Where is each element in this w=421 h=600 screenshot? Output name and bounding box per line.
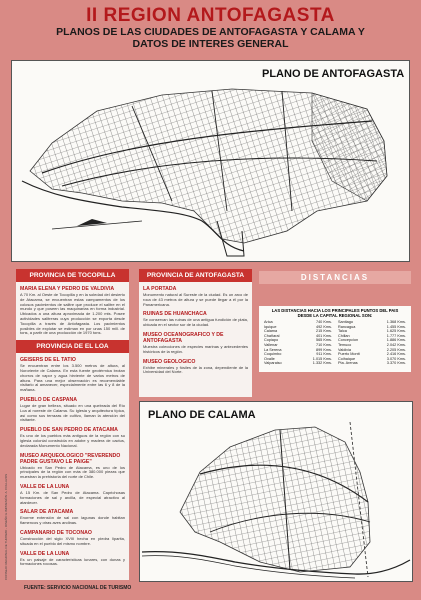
distance-row: Valdivia 2.205 Kms. xyxy=(338,347,406,352)
antofagasta-map-panel[interactable] xyxy=(11,60,410,262)
distance-row: Arica 740 Kms. xyxy=(264,320,332,324)
loa-item-title: PUEBLO DE SAN PEDRO DE ATACAMA xyxy=(20,427,118,434)
distancias-table-title: LAS DISTANCIAS HACIA LOS PRINCIPALES PUNTOS DEL PAIS DESDE LA CAPITAL REGIONAL SON: xyxy=(271,308,399,318)
distance-row: Ovalle 1.015 Kms. xyxy=(264,356,332,361)
calama-map-panel[interactable] xyxy=(139,401,413,582)
tocopilla-heading: PROVINCIA DE TOCOPILLA xyxy=(16,269,129,282)
loa-item-title: VALLE DE LA LUNA xyxy=(20,483,70,490)
loa-item-text: Enorme extensión de sal con lagunas donde habitan flamencos y otras aves andinas. xyxy=(20,515,125,526)
loa-item-text: Ubicado en San Pedro de Atacama, es uno de los principales de la región con más de 380.000 piezas que muestran la prehistoria del norte de Chile. xyxy=(20,464,125,480)
distance-row: Chillan 1.777 Kms. xyxy=(338,333,406,338)
antofagasta-map xyxy=(12,61,409,261)
distance-row: Pta. Arenas 3.370 Kms. xyxy=(338,361,406,366)
loa-item-title: PUEBLO DE CASPANA xyxy=(20,396,77,403)
distance-row: Rancagua 1.455 Kms. xyxy=(338,324,406,329)
loa-item-text: Construcción del siglo XVIII hecha en piedra liparita, situada en el pueblo del mismo nombre. xyxy=(20,535,125,546)
antofagasta-item-title: MUSEO GEOLOGICO xyxy=(143,358,196,365)
page-subtitle-line1: PLANOS DE LAS CIUDADES DE ANTOFAGASTA Y CALAMA Y xyxy=(56,26,365,38)
source-footer: FUENTE: SERVICIO NACIONAL DE TURISMO xyxy=(24,585,132,591)
distancias-table xyxy=(259,306,411,372)
antofagasta-item-text: Se conservan las ruinas de una antigua fundición de plata, ubicada en el sector sur de la ciudad. xyxy=(143,317,248,328)
middle-info-column xyxy=(139,269,252,397)
distance-row: Concepcion 1.886 Kms. xyxy=(338,338,406,343)
page-title: II REGION ANTOFAGASTA xyxy=(86,5,335,26)
page-subtitle-line2: DATOS DE INTERES GENERAL xyxy=(132,38,289,50)
loa-item-text: Lugar de gran belleza, situado en una quebrada del Río Loa al noreste de Calama. Su iglesia y arquitectura típica, así como sus terrazas de cultivo, llaman la atención del visitante. xyxy=(20,402,125,423)
distance-row: Chañaral 401 Kms. xyxy=(264,333,332,338)
distance-row: Coquimbo 911 Kms. xyxy=(264,352,332,357)
antofagasta-item-title: MUSEO OCEANOGRAFICO Y DE ANTOFAGASTA xyxy=(143,331,224,344)
north-arrow xyxy=(77,219,107,226)
distancias-heading: DISTANCIAS xyxy=(259,271,411,284)
distance-row: Talca 1.625 Kms. xyxy=(338,329,406,334)
distance-row: Santiago 1.368 Kms. xyxy=(338,320,406,324)
antofagasta-map-title: PLANO DE ANTOFAGASTA xyxy=(262,68,405,80)
loa-item-title: SALAR DE ATACAMA xyxy=(20,509,74,516)
left-info-column xyxy=(16,269,129,580)
page-header xyxy=(0,6,421,50)
distance-row: Valparaiso 1.332 Kms. xyxy=(264,361,332,366)
loa-heading: PROVINCIA DE EL LOA xyxy=(16,340,129,353)
calama-map xyxy=(140,402,412,581)
loa-item-title: CAMPANARIO DE TOCONAO xyxy=(20,529,92,536)
distancias-right-column xyxy=(338,320,406,366)
antofagasta-item-text: Monumento natural al Sureste de la ciudad. Es un arco de roca de 43 metros de altura y se puede llegar a él por la Panamericana. xyxy=(143,292,248,307)
loa-item-text: Es un paisaje de características lunares, con dunas y formaciones rocosas. xyxy=(20,556,125,567)
antofagasta-prov-heading: PROVINCIA DE ANTOFAGASTA xyxy=(139,269,252,282)
antofagasta-item-title: LA PORTADA xyxy=(143,286,177,292)
distance-row: Puerto Montt 2.416 Kms. xyxy=(338,352,406,357)
side-credit-note: CONSEJO REGIONAL DE TURISMO - DISEÑO E IMPRESIÓN: A. COLLAZOS xyxy=(4,473,8,580)
calama-map-title: PLANO DE CALAMA xyxy=(148,409,256,421)
distance-row: Calama 215 Kms. xyxy=(264,329,332,334)
distance-row: Copiapo 565 Kms. xyxy=(264,338,332,343)
distance-row: La Serena 899 Kms. xyxy=(264,347,332,352)
antofagasta-item-title: RUINAS DE HUANCHACA xyxy=(143,311,207,318)
loa-item-title: MUSEO ARQUEOLOGICO "REVERENDO PADRE GUSTAVO LE PAIGE" xyxy=(20,452,121,465)
loa-item-text: Es uno de los pueblos más antiguos de la región con su iglesia colonial construida en adobe y madera de cactus, declarada Monumento Nacional. xyxy=(20,433,125,448)
calama-urban-area xyxy=(180,427,370,572)
tocopilla-item-title: MARIA ELENA Y PEDRO DE VALDIVIA xyxy=(20,286,115,292)
antofagasta-item-text: Exhibe minerales y fósiles de la zona, dependiente de la Universidad del Norte. xyxy=(143,364,248,375)
distancias-left-column xyxy=(264,320,332,366)
loa-item-title: VALLE DE LA LUNA xyxy=(20,550,70,557)
loa-item-text: Se encuentran entre los 3.500 metros de altura, al Nororiente de Calama. En esta fuente geotérmica brotan chorros de vapor y agua hirviente de varios metros de altura. Para una mejor observación es recomendable visitarlo al amanecer, especialmente entre las 6 y 8 de la mañana. xyxy=(20,363,125,393)
distance-row: Coihaique 3.070 Kms. xyxy=(338,356,406,361)
distance-row: Temuco 2.042 Kms. xyxy=(338,342,406,347)
distance-row: Iquique 492 Kms. xyxy=(264,324,332,329)
tocopilla-item-text: A 70 Km. al Oeste de Tocopilla y en la soledad del desierto de Atacama, se encuentran estas campamentos de los colosos yacimientos de salitre que produce el salitre en el mundo y que poseen las maquinarias en forma industrial. Ubicados a una altura aproximada de 1.200 mts. Posee actividades salitreras cuya producción se exporta desde Tocopilla a través de Antofagasta. Los yacimientos posibles de explotar se estiman en por unas 150 mill. de tons, a partir de una producción de 1970 tons. xyxy=(20,292,125,336)
loa-item-title: GEISERS DE EL TATIO xyxy=(20,357,76,364)
loa-item-text: A 15 Km. de San Pedro de Atacama. Caprichosas formaciones de sal y arcilla, de especial atractivo al atardecer. xyxy=(20,489,125,505)
distance-row: Vallenar 710 Kms. xyxy=(264,342,332,347)
antofagasta-item-text: Muestra colecciones de especies marinas y antecedentes históricos de la región. xyxy=(143,343,248,354)
